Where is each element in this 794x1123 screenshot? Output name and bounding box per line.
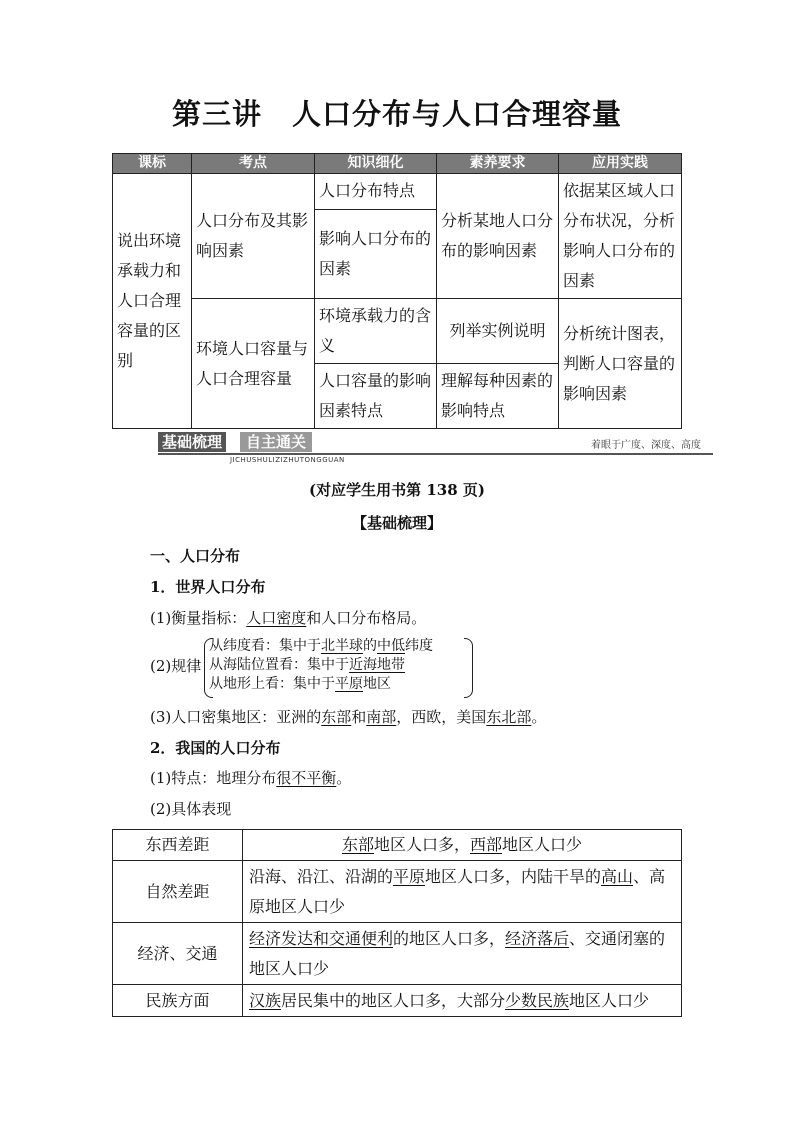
page-title: 第三讲 人口分布与人口合理容量 bbox=[171, 97, 622, 131]
banner-line bbox=[158, 453, 713, 455]
kaodian-cell-2: 环境人口容量与人口合理容量 bbox=[192, 299, 315, 429]
banner-tagline: 着眼于广度、深度、高度 bbox=[591, 440, 701, 451]
header-zhishi: 知识细化 bbox=[315, 154, 437, 174]
page-reference: (对应学生用书第 138 页) bbox=[309, 481, 485, 499]
zhishi-cell-2: 影响人口分布的因素 bbox=[315, 209, 437, 298]
row-economy-value: 经济发达和交通便利的地区人口多，经济落后、交通闭塞的地区人口少 bbox=[243, 923, 682, 985]
heading-population-distribution: 一、人口分布 bbox=[150, 547, 241, 565]
measure-suffix: 和人口分布格局。 bbox=[306, 609, 427, 627]
pattern-label: (2)规律 bbox=[150, 657, 202, 675]
row-natural-key: 自然差距 bbox=[113, 861, 243, 923]
section-title: 【基础梳理】 bbox=[351, 514, 442, 532]
kebiao-cell: 说出环境承载力和人口合理容量的区别 bbox=[113, 174, 192, 429]
row-east-west-value: 东部地区人口多，西部地区人口少 bbox=[243, 830, 682, 861]
banner-part2: 自主通关 bbox=[240, 432, 312, 452]
suyang-cell-3: 理解每种因素的影响特点 bbox=[437, 364, 559, 429]
zhishi-cell-4: 人口容量的影响因素特点 bbox=[315, 364, 437, 429]
suyang-cell-1: 分析某地人口分布的影响因素 bbox=[437, 174, 559, 299]
specific-performance: (2)具体表现 bbox=[150, 800, 232, 818]
header-kebiao: 课标 bbox=[113, 154, 192, 174]
curriculum-table bbox=[112, 153, 682, 429]
row-ethnic-key: 民族方面 bbox=[113, 985, 243, 1017]
banner-part1: 基础梳理 bbox=[158, 432, 226, 452]
zhishi-cell-1: 人口分布特点 bbox=[315, 174, 437, 210]
section-banner bbox=[158, 432, 713, 462]
measure-prefix: (1)衡量指标： bbox=[150, 609, 247, 627]
answer-population-density: 人口密度 bbox=[246, 609, 307, 627]
china-distribution-table bbox=[112, 829, 682, 1017]
row-economy-key: 经济、交通 bbox=[113, 923, 243, 985]
yingyong-cell-1: 依据某区域人口分布状况，分析影响人口分布的因素 bbox=[559, 174, 682, 299]
banner-subtitle: JICHUSHULIZIZHUTONGGUAN bbox=[230, 456, 345, 464]
yingyong-cell-2: 分析统计图表，判断人口容量的影响因素 bbox=[559, 299, 682, 429]
heading-china-population: 2．我国的人口分布 bbox=[150, 739, 281, 757]
header-suyang: 素养要求 bbox=[437, 154, 559, 174]
pattern-list bbox=[209, 637, 433, 694]
row-natural-value: 沿海、沿江、沿湖的平原地区人口多，内陆干旱的高山、高原地区人口少 bbox=[243, 861, 682, 923]
heading-world-population: 1．世界人口分布 bbox=[150, 578, 266, 596]
right-brace bbox=[464, 638, 473, 698]
kaodian-cell-1: 人口分布及其影响因素 bbox=[192, 174, 315, 299]
measure-line bbox=[150, 608, 426, 628]
header-kaodian: 考点 bbox=[192, 154, 315, 174]
suyang-cell-2: 列举实例说明 bbox=[437, 299, 559, 364]
pattern-sea-land: 从海陆位置看：集中于近海地带 bbox=[209, 657, 405, 673]
zhishi-cell-3: 环境承载力的含义 bbox=[315, 299, 437, 364]
pattern-terrain: 从地形上看：集中于平原地区 bbox=[209, 676, 391, 692]
header-yingyong: 应用实践 bbox=[559, 154, 682, 174]
row-ethnic-value: 汉族居民集中的地区人口多，大部分少数民族地区人口少 bbox=[243, 985, 682, 1017]
feature-line: (1)特点：地理分布很不平衡。 bbox=[150, 769, 352, 787]
dense-regions-line: (3)人口密集地区：亚洲的东部和南部，西欧，美国东北部。 bbox=[150, 708, 547, 726]
row-east-west-key: 东西差距 bbox=[113, 830, 243, 861]
pattern-latitude: 从纬度看：集中于北半球的中低纬度 bbox=[209, 638, 433, 654]
